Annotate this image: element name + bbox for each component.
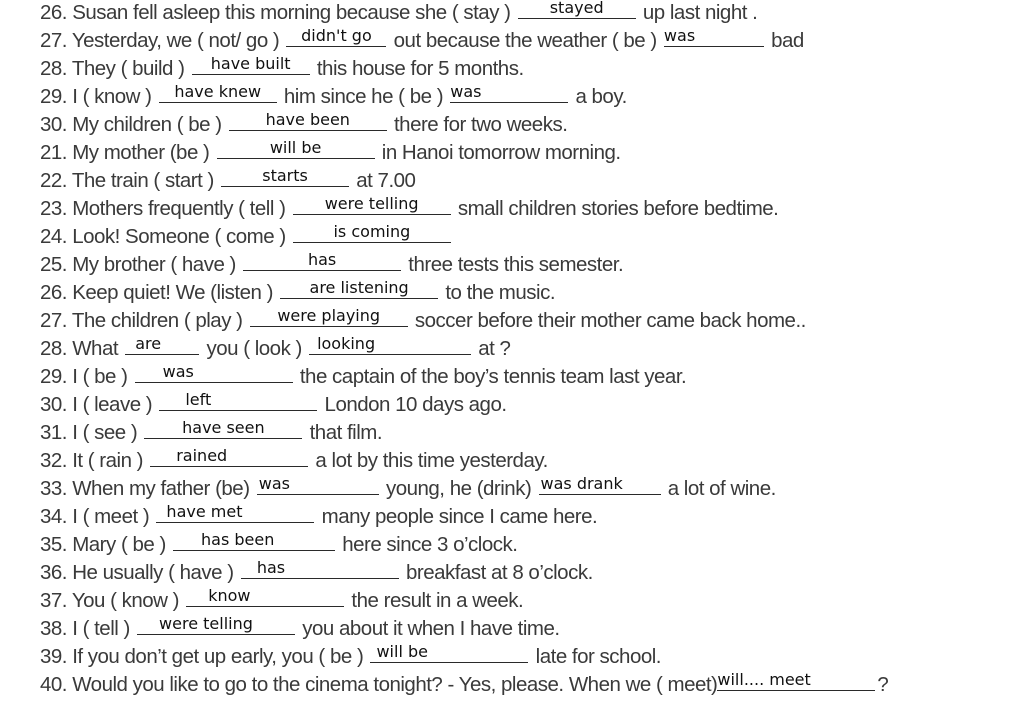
exercise-line xyxy=(40,420,382,444)
answer-blank[interactable] xyxy=(293,196,451,215)
exercise-line xyxy=(40,196,778,220)
answer-blank[interactable] xyxy=(241,560,399,579)
question-text: him since he ( be ) xyxy=(283,85,444,108)
question-text: 38. I ( tell ) xyxy=(40,617,130,640)
question-text: out because the weather ( be ) xyxy=(393,29,657,52)
exercise-line xyxy=(40,644,661,668)
question-text: soccer before their mother came back home.. xyxy=(414,309,806,332)
question-text: here since 3 o’clock. xyxy=(342,533,518,556)
answer-blank[interactable] xyxy=(250,308,408,327)
question-text: three tests this semester. xyxy=(408,253,624,276)
answer-text: starts xyxy=(262,166,308,185)
exercise-line xyxy=(40,224,453,248)
question-text: breakfast at 8 o’clock. xyxy=(406,561,593,584)
question-text: 24. Look! Someone ( come ) xyxy=(40,225,286,248)
exercise-line xyxy=(40,112,567,136)
exercise-line xyxy=(40,364,686,388)
question-text: that film. xyxy=(309,421,383,444)
answer-text: was xyxy=(162,362,194,381)
question-text: 22. The train ( start ) xyxy=(40,169,214,192)
question-text: 37. You ( know ) xyxy=(40,589,180,612)
answer-blank[interactable] xyxy=(221,168,349,187)
answer-blank[interactable] xyxy=(135,364,293,383)
question-text: there for two weeks. xyxy=(393,113,568,136)
answer-blank[interactable] xyxy=(243,252,401,271)
question-text: 30. My children ( be ) xyxy=(40,113,222,136)
exercise-line xyxy=(40,308,806,332)
exercise-line xyxy=(40,672,888,696)
question-text: 32. It ( rain ) xyxy=(40,449,144,472)
answer-text: was drank xyxy=(540,474,623,493)
question-text: up last night . xyxy=(642,1,758,24)
answer-text: was xyxy=(258,474,290,493)
question-text: 40. Would you like to go to the cinema tonight? - Yes, please. When we ( meet) xyxy=(40,673,718,696)
question-text: ? xyxy=(877,673,889,696)
question-text: 29. I ( know ) xyxy=(40,85,152,108)
answer-text: has xyxy=(256,558,286,577)
question-text: 36. He usually ( have ) xyxy=(40,561,234,584)
exercise-line xyxy=(40,532,517,556)
exercise-line xyxy=(40,616,560,640)
answer-blank[interactable] xyxy=(293,224,451,243)
answer-text: will be xyxy=(376,642,428,661)
question-text: 35. Mary ( be ) xyxy=(40,533,166,556)
answer-text: was xyxy=(663,26,696,45)
question-text: London 10 days ago. xyxy=(324,393,507,416)
question-text: bad xyxy=(771,29,804,52)
question-text: 28. What xyxy=(40,337,119,360)
exercise-line xyxy=(40,28,804,52)
question-text: late for school. xyxy=(535,645,661,668)
answer-text: has xyxy=(307,250,337,269)
answer-text: were telling xyxy=(324,194,419,213)
answer-blank[interactable] xyxy=(159,392,317,411)
question-text: 23. Mothers frequently ( tell ) xyxy=(40,197,286,220)
question-text: at ? xyxy=(478,337,511,360)
answer-blank[interactable] xyxy=(309,336,471,355)
answer-text: will be xyxy=(269,138,322,157)
question-text: young, he (drink) xyxy=(385,477,532,500)
exercise-line xyxy=(40,392,507,416)
answer-blank[interactable] xyxy=(125,336,199,355)
answer-blank[interactable] xyxy=(280,280,438,299)
question-text: 31. I ( see ) xyxy=(40,421,138,444)
question-text: small children stories before bedtime. xyxy=(457,197,779,220)
question-text: 27. The children ( play ) xyxy=(40,309,243,332)
answer-text: have met xyxy=(166,502,243,521)
answer-blank[interactable] xyxy=(539,476,661,495)
answer-blank[interactable] xyxy=(257,476,379,495)
exercise-line xyxy=(40,252,623,276)
question-text: a lot of wine. xyxy=(667,477,776,500)
answer-text: is coming xyxy=(333,222,411,241)
exercise-line xyxy=(40,280,555,304)
question-text: many people since I came here. xyxy=(321,505,598,528)
question-text: to the music. xyxy=(445,281,556,304)
answer-blank[interactable] xyxy=(137,616,295,635)
answer-text: didn't go xyxy=(301,26,372,45)
exercise-line xyxy=(40,588,523,612)
answer-blank[interactable] xyxy=(156,504,314,523)
question-text: 34. I ( meet ) xyxy=(40,505,150,528)
question-text: 27. Yesterday, we ( not/ go ) xyxy=(40,29,280,52)
answer-blank[interactable] xyxy=(217,140,375,159)
exercise-line xyxy=(40,476,776,500)
question-text: you ( look ) xyxy=(206,337,302,360)
question-text: 29. I ( be ) xyxy=(40,365,128,388)
answer-blank[interactable] xyxy=(518,0,636,19)
question-text: 26. Keep quiet! We (listen ) xyxy=(40,281,273,304)
answer-blank[interactable] xyxy=(286,28,386,47)
exercise-line xyxy=(40,56,524,80)
answer-text: are xyxy=(135,334,162,353)
answer-blank[interactable] xyxy=(192,56,310,75)
exercise-line xyxy=(40,140,621,164)
answer-text: know xyxy=(208,586,251,605)
answer-blank[interactable] xyxy=(150,448,308,467)
answer-blank[interactable] xyxy=(229,112,387,131)
question-text: the result in a week. xyxy=(351,589,524,612)
answer-text: has been xyxy=(201,530,275,549)
answer-text: left xyxy=(185,390,212,409)
answer-blank[interactable] xyxy=(450,84,568,103)
answer-blank[interactable] xyxy=(173,532,335,551)
answer-blank[interactable] xyxy=(186,588,344,607)
exercise-line xyxy=(40,504,597,528)
answer-text: were telling xyxy=(159,614,253,633)
question-text: 30. I ( leave ) xyxy=(40,393,153,416)
question-text: 25. My brother ( have ) xyxy=(40,253,236,276)
exercise-line xyxy=(40,560,593,584)
question-text: 33. When my father (be) xyxy=(40,477,250,500)
answer-text: have seen xyxy=(182,418,265,437)
answer-text: were playing xyxy=(277,306,381,325)
answer-blank[interactable] xyxy=(664,28,764,47)
question-text: you about it when I have time. xyxy=(302,617,560,640)
answer-text: have built xyxy=(210,54,291,73)
answer-blank[interactable] xyxy=(717,672,875,691)
question-text: 26. Susan fell asleep this morning because she ( stay ) xyxy=(40,1,511,24)
question-text: at 7.00 xyxy=(356,169,416,192)
exercise-line xyxy=(40,448,548,472)
answer-text: will.... meet xyxy=(717,670,811,689)
exercise-line xyxy=(40,84,627,108)
exercise-line xyxy=(40,336,510,360)
question-text: 21. My mother (be ) xyxy=(40,141,210,164)
answer-blank[interactable] xyxy=(144,420,302,439)
question-text: a boy. xyxy=(575,85,627,108)
question-text: in Hanoi tomorrow morning. xyxy=(381,141,621,164)
question-text: this house for 5 months. xyxy=(316,57,524,80)
exercise-line xyxy=(40,0,757,24)
answer-text: are listening xyxy=(309,278,409,297)
question-text: the captain of the boy’s tennis team last year. xyxy=(299,365,687,388)
exercise-line xyxy=(40,168,415,192)
answer-text: looking xyxy=(317,334,376,353)
answer-text: have knew xyxy=(174,82,262,101)
question-text: a lot by this time yesterday. xyxy=(315,449,548,472)
answer-text: have been xyxy=(265,110,350,129)
question-text: 39. If you don’t get up early, you ( be ) xyxy=(40,645,364,668)
question-text: 28. They ( build ) xyxy=(40,57,185,80)
answer-blank[interactable] xyxy=(159,84,277,103)
answer-text: rained xyxy=(176,446,228,465)
answer-text: was xyxy=(450,82,482,101)
answer-text: stayed xyxy=(549,0,604,17)
answer-blank[interactable] xyxy=(370,644,528,663)
